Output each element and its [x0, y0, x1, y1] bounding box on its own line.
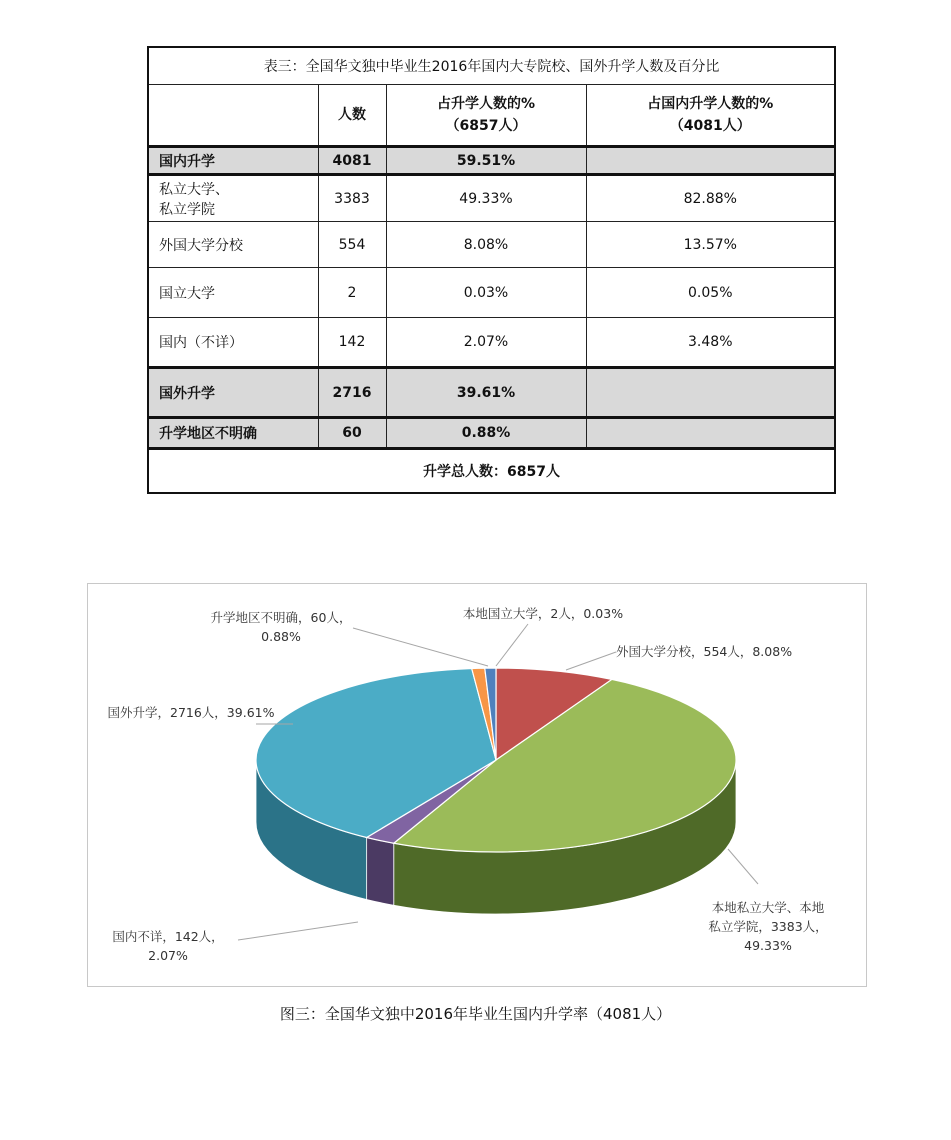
row-label: 外国大学分校	[148, 222, 318, 268]
leader-line-国内不详	[238, 922, 358, 940]
row-pct-total: 49.33%	[386, 175, 586, 222]
row-pct-domestic	[586, 418, 835, 449]
row-label-line2: 私立学院	[159, 201, 215, 218]
row-label: 国内升学	[148, 147, 318, 175]
header-pct-total-line1: 占升学人数的%	[436, 96, 536, 112]
data-label-本地私立大学、本地私立学院: 私立学院，3383人，	[708, 919, 828, 934]
table-title: 表三：全国华文独中毕业生2016年国内大专院校、国外升学人数及百分比	[148, 47, 835, 85]
data-label-本地私立大学、本地私立学院: 49.33%	[744, 938, 792, 953]
table-header-row	[148, 85, 835, 147]
table-row	[148, 222, 835, 268]
chart-frame	[87, 583, 867, 987]
row-pct-total: 0.03%	[386, 268, 586, 318]
data-label-升学地区不明确: 0.88%	[261, 629, 301, 644]
data-label-本地国立大学: 本地国立大学，2人，0.03%	[462, 606, 624, 621]
row-label: 升学地区不明确	[148, 418, 318, 449]
header-pct-total	[386, 85, 586, 147]
row-count: 60	[318, 418, 386, 449]
table-row	[148, 268, 835, 318]
table-row	[148, 175, 835, 222]
data-label-外国大学分校: 外国大学分校，554人，8.08%	[616, 644, 793, 659]
row-count: 2716	[318, 368, 386, 418]
header-pct-total-line2: （6857人）	[445, 118, 527, 134]
data-label-国内不详: 国内不详，142人，	[112, 929, 224, 944]
row-pct-domestic	[586, 368, 835, 418]
pie-side-国内不详	[367, 837, 394, 905]
row-label: 国立大学	[148, 268, 318, 318]
row-pct-total: 0.88%	[386, 418, 586, 449]
table-row	[148, 368, 835, 418]
row-pct-total: 39.61%	[386, 368, 586, 418]
row-pct-domestic: 3.48%	[586, 318, 835, 368]
row-label: 国外升学	[148, 368, 318, 418]
row-count: 2	[318, 268, 386, 318]
row-count: 4081	[318, 147, 386, 175]
data-label-国外升学: 国外升学，2716人，39.61%	[107, 705, 275, 720]
table-row	[148, 147, 835, 175]
pie-chart	[88, 584, 868, 988]
table-total-row	[148, 449, 835, 493]
leader-line-本地私立大学、本地私立学院	[728, 849, 758, 884]
stats-table	[147, 46, 836, 494]
row-label	[148, 175, 318, 222]
data-label-升学地区不明确: 升学地区不明确，60人，	[210, 610, 352, 625]
data-label-国内不详: 2.07%	[148, 948, 188, 963]
table-title-row	[148, 47, 835, 85]
leader-line-升学地区不明确	[353, 628, 488, 666]
table-row	[148, 318, 835, 368]
table-row	[148, 418, 835, 449]
data-label-本地私立大学、本地私立学院: 本地私立大学、本地	[711, 900, 825, 915]
row-pct-domestic: 82.88%	[586, 175, 835, 222]
row-count: 142	[318, 318, 386, 368]
figure-caption: 图三：全国华文独中2016年毕业生国内升学率（4081人）	[279, 1005, 672, 1023]
header-pct-domestic-line2: （4081人）	[669, 118, 751, 134]
row-count: 554	[318, 222, 386, 268]
header-count: 人数	[318, 85, 386, 147]
row-pct-total: 2.07%	[386, 318, 586, 368]
header-empty-cell	[148, 85, 318, 147]
row-pct-domestic: 0.05%	[586, 268, 835, 318]
leader-line-外国大学分校	[566, 652, 616, 670]
row-count: 3383	[318, 175, 386, 222]
row-label: 国内（不详）	[148, 318, 318, 368]
row-pct-total: 8.08%	[386, 222, 586, 268]
header-pct-domestic	[586, 85, 835, 147]
leader-line-本地国立大学	[496, 624, 528, 666]
table-total: 升学总人数：6857人	[148, 449, 835, 493]
row-pct-total: 59.51%	[386, 147, 586, 175]
header-pct-domestic-line1: 占国内升学人数的%	[647, 96, 774, 112]
row-pct-domestic: 13.57%	[586, 222, 835, 268]
row-label-line1: 私立大学、	[159, 181, 229, 198]
row-pct-domestic	[586, 147, 835, 175]
